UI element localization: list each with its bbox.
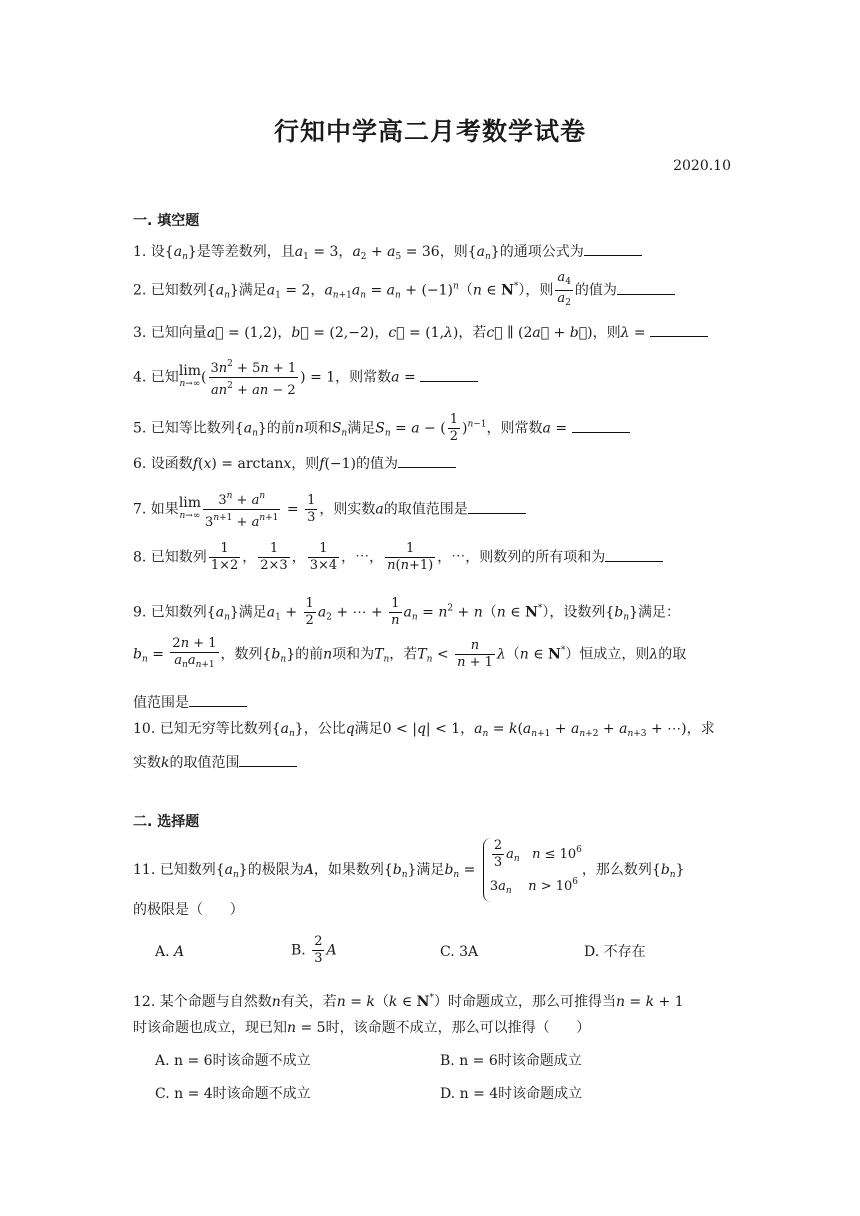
question-7: 7. 如果lim n→∞ $\frac{3^n + a^n}{3^{n+1} + a^{n+1}}$ = $\frac{1}{3}$ ，则实数a的取值范围是 — [133, 488, 526, 531]
q11-option-a[interactable]: A. A — [155, 944, 185, 960]
question-11-line-2: 的极限是（ ） — [133, 902, 244, 918]
answer-blank[interactable] — [584, 241, 642, 256]
section-fill-in-heading: 一. 填空题 — [133, 213, 200, 229]
section-choice-heading: 二. 选择题 — [133, 814, 200, 830]
answer-blank[interactable] — [420, 367, 478, 382]
question-12-line-1: 12. 某个命题与自然数n有关，若n = k（k ∈ N*）时命题成立，那么可推得当n = k + 1 — [133, 993, 684, 1010]
question-9-line-1: 9. 已知数列$\{a_n\}$满足$a_1$ + $\frac{1}{2}$ $a_2$ + ⋯ + $\frac{1}{n}$ $a_n = n^2 + n(n$ ∈ N*），设数列$\{b_n\}$满足： — [133, 596, 680, 628]
q11-option-c[interactable]: C. 3A — [440, 944, 479, 960]
question-11-line-1: 11. 已知数列$\{a_n\}$的极限为A，如果数列$\{b_n\}$满足$b_n$ = $\frac{2}{3}$ $a_n$ $n \le 10^6$ $3a_n$ $n > 10^6$，那么数列$\{b_n\}$ — [133, 838, 685, 902]
question-6: 6. 设函数f(x) = arctanx，则f(−1)的值为 — [133, 453, 456, 474]
question-1: 1. 设$\{a_n\}$是等差数列，且$a_1 = 3$，$a_2 + a_5 = 36$，则$\{a_n\}$的通项公式为 — [133, 241, 642, 267]
q12-option-d[interactable]: D. n = 4时该命题成立 — [440, 1086, 583, 1102]
q12-option-c[interactable]: C. n = 4时该命题不成立 — [155, 1086, 311, 1102]
exam-title: 行知中学高二月考数学试卷 — [273, 117, 586, 146]
question-10-line-1: 10. 已知无穷等比数列$\{a_n\}$，公比q满足0 < |q| < 1，$a_n = k(a_{n+1} + a_{n+2} + a_{n+3}$ + ⋯)，求 — [133, 721, 715, 739]
answer-blank[interactable] — [239, 752, 297, 767]
q11-option-b[interactable]: B. $\frac{2}{3}$ A — [291, 934, 337, 966]
question-2: 2. 已知数列$\{a_n\}$满足$a_1 = 2$，$a_{n+1}a_n = a_n + (-1)^n(n$ ∈ N*），则 $\frac{a_4}{a_2}$ 的值为 — [133, 270, 675, 311]
answer-blank[interactable] — [189, 692, 247, 707]
q11-option-d[interactable]: D. 不存在 — [584, 944, 646, 960]
answer-blank[interactable] — [572, 418, 630, 433]
question-5: 5. 已知等比数列$\{a_n\}$的前n项和$S_n$满足$S_n = a$ − ( $\frac{1}{2}$ )$^{n-1}$，则常数a = — [133, 412, 630, 445]
exam-date: 2020.10 — [673, 158, 731, 174]
q12-option-a[interactable]: A. n = 6时该命题不成立 — [155, 1053, 311, 1069]
question-9-line-3: 值范围是 — [133, 692, 247, 713]
question-3: 3. 已知向量a⃗ = (1,2)，b⃗ = (2,−2)，c⃗ = (1,λ)，若c⃗ ∥ (2a⃗ + b⃗)，则λ = — [133, 322, 708, 343]
answer-blank[interactable] — [468, 499, 526, 514]
question-12-line-2: 时该命题也成立，现已知n = 5时，该命题不成立，那么可以推得（ ） — [133, 1020, 591, 1036]
q12-option-b[interactable]: B. n = 6时该命题成立 — [440, 1053, 582, 1069]
question-10-line-2: 实数k的取值范围 — [133, 752, 297, 773]
answer-blank[interactable] — [605, 547, 663, 562]
question-8: 8. 已知数列 $\frac{1}{1\times 2}$ ， $\frac{1}{2\times 3}$ ， $\frac{1}{3\times 4}$ ，⋯， $\frac{1}{n(n+1)}$ ，⋯，则数列的所有项和为 — [133, 541, 663, 574]
answer-blank[interactable] — [650, 322, 708, 337]
question-9-line-2: $b_n$ = $\frac{2n + 1}{a_na_{n+1}}$ ，数列$\{b_n\}$的前n项和为$T_n$，若$T_n$ < $\frac{n}{n + 1}$ λ（n ∈ N*）恒成立，则λ的取 — [133, 636, 687, 670]
question-4: 4. 已知lim n→∞ ( $\frac{3n^2 + 5n + 1}{an^2 + an - 2}$ ) = 1，则常数a = — [133, 356, 478, 399]
answer-blank[interactable] — [617, 280, 675, 295]
answer-blank[interactable] — [398, 453, 456, 468]
